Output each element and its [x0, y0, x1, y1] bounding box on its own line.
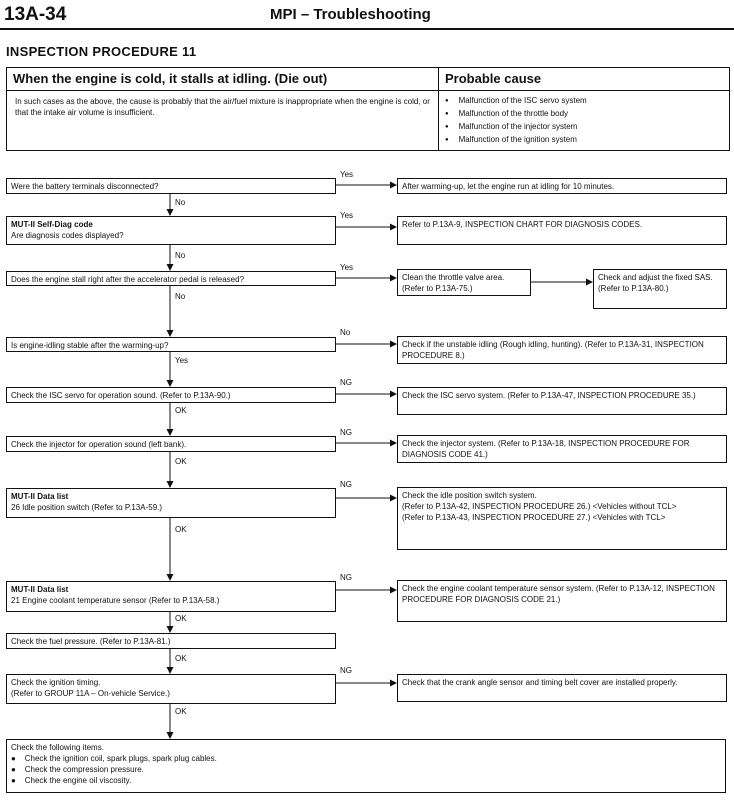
action-warm-up-box — [397, 178, 727, 194]
check-text: Check the injector for operation sound (left bank). — [11, 440, 187, 449]
action-text: Check that the crank angle sensor and timing belt cover are installed properly. — [402, 678, 678, 687]
check-title: MUT-II Self-Diag code — [11, 220, 93, 229]
check-text: Check the following items. — [11, 743, 104, 752]
branch-ok-label: OK — [175, 525, 187, 534]
branch-ok-label: OK — [175, 654, 187, 663]
symptom-description: In such cases as the above, the cause is probably that the air/fuel mixture is inappropriate when the engine is cold, or that the intake air volume is insufficient. — [15, 97, 430, 117]
check-text: Check the fuel pressure. (Refer to P.13A-81.) — [11, 637, 171, 646]
branch-ng-label: NG — [340, 378, 352, 387]
cause-item: ● Malfunction of the throttle body — [445, 108, 587, 121]
branch-ok-label: OK — [175, 614, 187, 623]
check-injector-box — [6, 436, 336, 452]
action-text: Check the engine coolant temperature sensor system. (Refer to P.13A-12, INSPECTION PROCEDURE FOR DIAGNOSIS CODE 21.) — [402, 584, 715, 604]
action-idle-switch-box — [397, 487, 727, 550]
action-crank-sensor-box — [397, 674, 727, 702]
cause-item: ● Malfunction of the ignition system — [445, 134, 587, 147]
action-diag-chart-box — [397, 216, 727, 245]
branch-yes-label: Yes — [340, 263, 354, 272]
check-fuel-pressure-box — [6, 633, 336, 649]
final-item: Check the compression pressure. — [24, 765, 144, 774]
final-item-bullet: ● — [11, 754, 25, 763]
check-self-diag-box — [6, 216, 336, 245]
final-item-bullet: ● — [11, 765, 25, 774]
branch-no-label: No — [340, 328, 351, 337]
branch-yes-label: Yes — [340, 211, 354, 220]
procedure-title: INSPECTION PROCEDURE 11 — [6, 44, 197, 59]
action-ref: (Refer to P.13A-43, INSPECTION PROCEDURE 27.) <Vehicles with TCL> — [402, 513, 666, 522]
action-text: Check the idle position switch system. — [402, 491, 537, 500]
branch-ng-label: NG — [340, 666, 352, 675]
action-text: After warming-up, let the engine run at idling for 10 minutes. — [402, 182, 615, 191]
check-text: Are diagnosis codes displayed? — [11, 231, 124, 240]
action-fixed-sas-box — [593, 269, 727, 309]
branch-ng-label: NG — [340, 428, 352, 437]
check-battery-box — [6, 178, 336, 194]
check-text: Were the battery terminals disconnected? — [11, 182, 159, 191]
check-final-items-box — [6, 739, 726, 793]
action-text: Check the injector system. (Refer to P.13A-18, INSPECTION PROCEDURE FOR DIAGNOSIS CODE 41.) — [402, 439, 690, 459]
check-idle-switch-box — [6, 488, 336, 518]
check-isc-servo-box — [6, 387, 336, 403]
branch-no-label: No — [175, 292, 186, 301]
check-stall-box — [6, 271, 336, 286]
final-item: Check the engine oil viscosity. — [24, 776, 132, 785]
section-title: MPI – Troubleshooting — [270, 6, 431, 23]
branch-ok-label: OK — [175, 707, 187, 716]
action-text: Check and adjust the fixed SAS. (Refer to P.13A-80.) — [598, 273, 713, 293]
action-coolant-system-box — [397, 580, 727, 622]
check-text: Check the ignition timing. — [11, 678, 101, 687]
branch-yes-label: Yes — [175, 356, 189, 365]
branch-yes-label: Yes — [340, 170, 354, 179]
check-idle-stable-box — [6, 337, 336, 352]
check-coolant-sensor-box — [6, 581, 336, 612]
probable-cause-heading: Probable cause — [445, 71, 542, 86]
action-text: Refer to P.13A-9, INSPECTION CHART FOR DIAGNOSIS CODES. — [402, 220, 643, 229]
symptom-heading: When the engine is cold, it stalls at idling. (Die out) — [13, 71, 328, 86]
check-ignition-timing-box — [6, 674, 336, 704]
check-text: 26 Idle position switch (Refer to P.13A-59.) — [11, 503, 163, 512]
action-text: Check the ISC servo system. (Refer to P.13A-47, INSPECTION PROCEDURE 35.) — [402, 391, 696, 400]
cause-item: ● Malfunction of the injector system — [445, 121, 587, 134]
action-clean-throttle-box — [397, 269, 531, 296]
check-text: Is engine-idling stable after the warming-up? — [11, 341, 169, 350]
action-ref: (Refer to P.13A-42, INSPECTION PROCEDURE 26.) <Vehicles without TCL> — [402, 502, 677, 511]
check-title: MUT-II Data list — [11, 492, 69, 501]
action-isc-system-box — [397, 387, 727, 415]
branch-no-label: No — [175, 198, 186, 207]
action-unstable-idle-box — [397, 336, 727, 364]
final-item-bullet: ● — [11, 776, 25, 785]
action-text: Clean the throttle valve area. (Refer to P.13A-75.) — [402, 273, 505, 293]
branch-ng-label: NG — [340, 573, 352, 582]
branch-ok-label: OK — [175, 406, 187, 415]
branch-ng-label: NG — [340, 480, 352, 489]
action-injector-system-box — [397, 435, 727, 463]
final-item: Check the ignition coil, spark plugs, spark plug cables. — [24, 754, 217, 763]
check-text: 21 Engine coolant temperature sensor (Refer to P.13A-58.) — [11, 596, 220, 605]
cause-item: ● Malfunction of the ISC servo system — [445, 95, 587, 108]
branch-no-label: No — [175, 251, 186, 260]
page-number: 13A-34 — [4, 4, 67, 25]
action-text: Check if the unstable idling (Rough idling, hunting). (Refer to P.13A-31, INSPECTION PROCEDURE 8.) — [402, 340, 704, 360]
check-text: Does the engine stall right after the accelerator pedal is released? — [11, 275, 245, 284]
check-ref: (Refer to GROUP 11A – On-vehicle Service.) — [11, 689, 170, 698]
check-title: MUT-II Data list — [11, 585, 69, 594]
check-text: Check the ISC servo for operation sound. (Refer to P.13A-90.) — [11, 391, 231, 400]
branch-ok-label: OK — [175, 457, 187, 466]
